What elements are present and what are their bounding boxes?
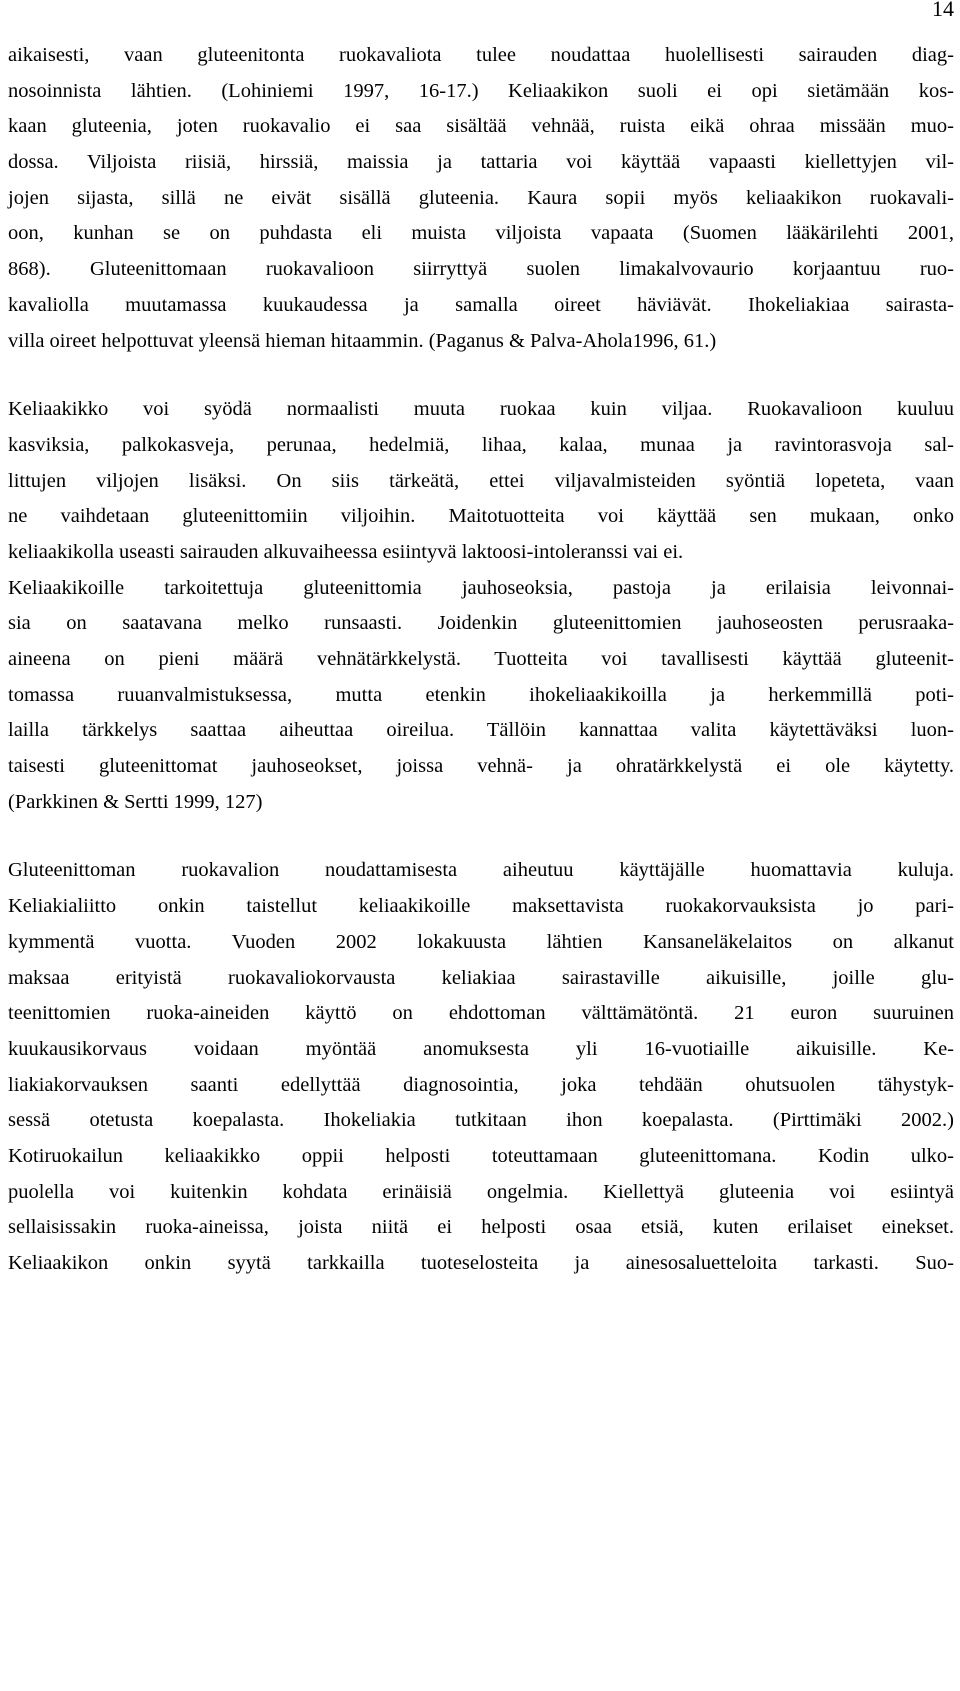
text-line: jojen sijasta, sillä ne eivät sisällä gluteenia. Kaura sopii myös keliaakikon ruokavali- — [8, 186, 954, 209]
text-line: ne vaihdetaan gluteenittomiin viljoihin. Maitotuotteita voi käyttää sen mukaan, onko — [8, 505, 954, 528]
text-line: kaan gluteenia, joten ruokavalio ei saa sisältää vehnää, ruista eikä ohraa missään muo- — [8, 115, 954, 138]
text-line: Keliaakikon onkin syytä tarkkailla tuoteselosteita ja ainesosaluetteloita tarkasti. Suo- — [8, 1252, 954, 1274]
paragraph-1 — [8, 38, 954, 359]
text-line: Gluteenittoman ruokavalion noudattamisesta aiheutuu käyttäjälle huomattavia kuluja. — [8, 859, 954, 882]
paragraph-spacer — [8, 359, 954, 392]
text-line: sellaisissakin ruoka-aineissa, joista niitä ei helposti osaa etsiä, kuten erilaiset einekset. — [8, 1216, 954, 1239]
text-line: kasviksia, palkokasveja, perunaa, hedelmiä, lihaa, kalaa, munaa ja ravintorasvoja sal- — [8, 433, 954, 456]
text-line: puolella voi kuitenkin kohdata erinäisiä ongelmia. Kiellettyä gluteenia voi esiintyä — [8, 1180, 954, 1203]
text-line: taisesti gluteenittomat jauhoseokset, joissa vehnä- ja ohratärkkelystä ei ole käytetty. — [8, 755, 954, 778]
text-line: kuukausikorvaus voidaan myöntää anomuksesta yli 16-vuotiaille aikuisille. Ke- — [8, 1037, 954, 1060]
text-line: aineena on pieni määrä vehnätärkkelystä. Tuotteita voi tavallisesti käyttää gluteenit- — [8, 648, 954, 670]
text-line: villa oireet helpottuvat yleensä hieman hitaammin. (Paganus & Palva-Ahola1996, 61.) — [8, 329, 717, 352]
text-line: lailla tärkkelys saattaa aiheuttaa oireilua. Tällöin kannattaa valita käytettäväksi luon- — [8, 719, 954, 742]
paragraph-2 — [8, 392, 954, 820]
text-line: Keliaakikoille tarkoitettuja gluteenittomia jauhoseoksia, pastoja ja erilaisia leivonnai- — [8, 576, 954, 599]
text-line: nosoinnista lähtien. (Lohiniemi 1997, 16-17.) Keliaakikon suoli ei opi sietämään kos- — [8, 79, 954, 102]
text-line: 868). Gluteenittomaan ruokavalioon siirryttyä suolen limakalvovaurio korjaantuu ruo- — [8, 258, 954, 281]
page-number: 14 — [932, 0, 954, 21]
text-line: sia on saatavana melko runsaasti. Joidenkin gluteenittomien jauhoseosten perusraaka- — [8, 612, 954, 635]
text-line: sessä otetusta koepalasta. Ihokeliakia tutkitaan ihon koepalasta. (Pirttimäki 2002.) — [8, 1109, 954, 1132]
body-text — [8, 38, 954, 1282]
text-line: tomassa ruuanvalmistuksessa, mutta etenkin ihokeliaakikoilla ja herkemmillä poti- — [8, 683, 954, 706]
text-line: Keliakialiitto onkin taistellut keliaakikoille maksettavista ruokakorvauksista jo pari- — [8, 895, 954, 918]
text-line: kymmentä vuotta. Vuoden 2002 lokakuusta lähtien Kansaneläkelaitos on alkanut — [8, 930, 954, 953]
text-line: liakiakorvauksen saanti edellyttää diagnosointia, joka tehdään ohutsuolen tähystyk- — [8, 1073, 954, 1096]
text-line: maksaa erityistä ruokavaliokorvausta keliakiaa sairastaville aikuisille, joille glu- — [8, 966, 954, 989]
text-line: Keliaakikko voi syödä normaalisti muuta ruokaa kuin viljaa. Ruokavalioon kuuluu — [8, 398, 954, 421]
paragraph-3 — [8, 853, 954, 1281]
text-line: kavaliolla muutamassa kuukaudessa ja samalla oireet häviävät. Ihokeliakiaa sairasta- — [8, 293, 954, 316]
text-line: Kotiruokailun keliaakikko oppii helposti toteuttamaan gluteenittomana. Kodin ulko- — [8, 1144, 954, 1167]
text-line: keliaakikolla useasti sairauden alkuvaiheessa esiintyvä laktoosi-intoleranssi vai ei. — [8, 540, 684, 563]
text-line: (Parkkinen & Sertti 1999, 127) — [8, 790, 263, 813]
text-line: oon, kunhan se on puhdasta eli muista viljoista vapaata (Suomen lääkärilehti 2001, — [8, 222, 954, 245]
text-line: aikaisesti, vaan gluteenitonta ruokavaliota tulee noudattaa huolellisesti sairauden diag- — [8, 44, 954, 66]
text-line: teenittomien ruoka-aineiden käyttö on ehdottoman välttämätöntä. 21 euron suuruinen — [8, 1002, 954, 1025]
text-line: dossa. Viljoista riisiä, hirssiä, maissia ja tattaria voi käyttää vapaasti kiellettyjen vil- — [8, 151, 954, 174]
text-line: littujen viljojen lisäksi. On siis tärkeätä, ettei viljavalmisteiden syöntiä lopeteta, vaan — [8, 469, 954, 492]
paragraph-spacer — [8, 820, 954, 853]
